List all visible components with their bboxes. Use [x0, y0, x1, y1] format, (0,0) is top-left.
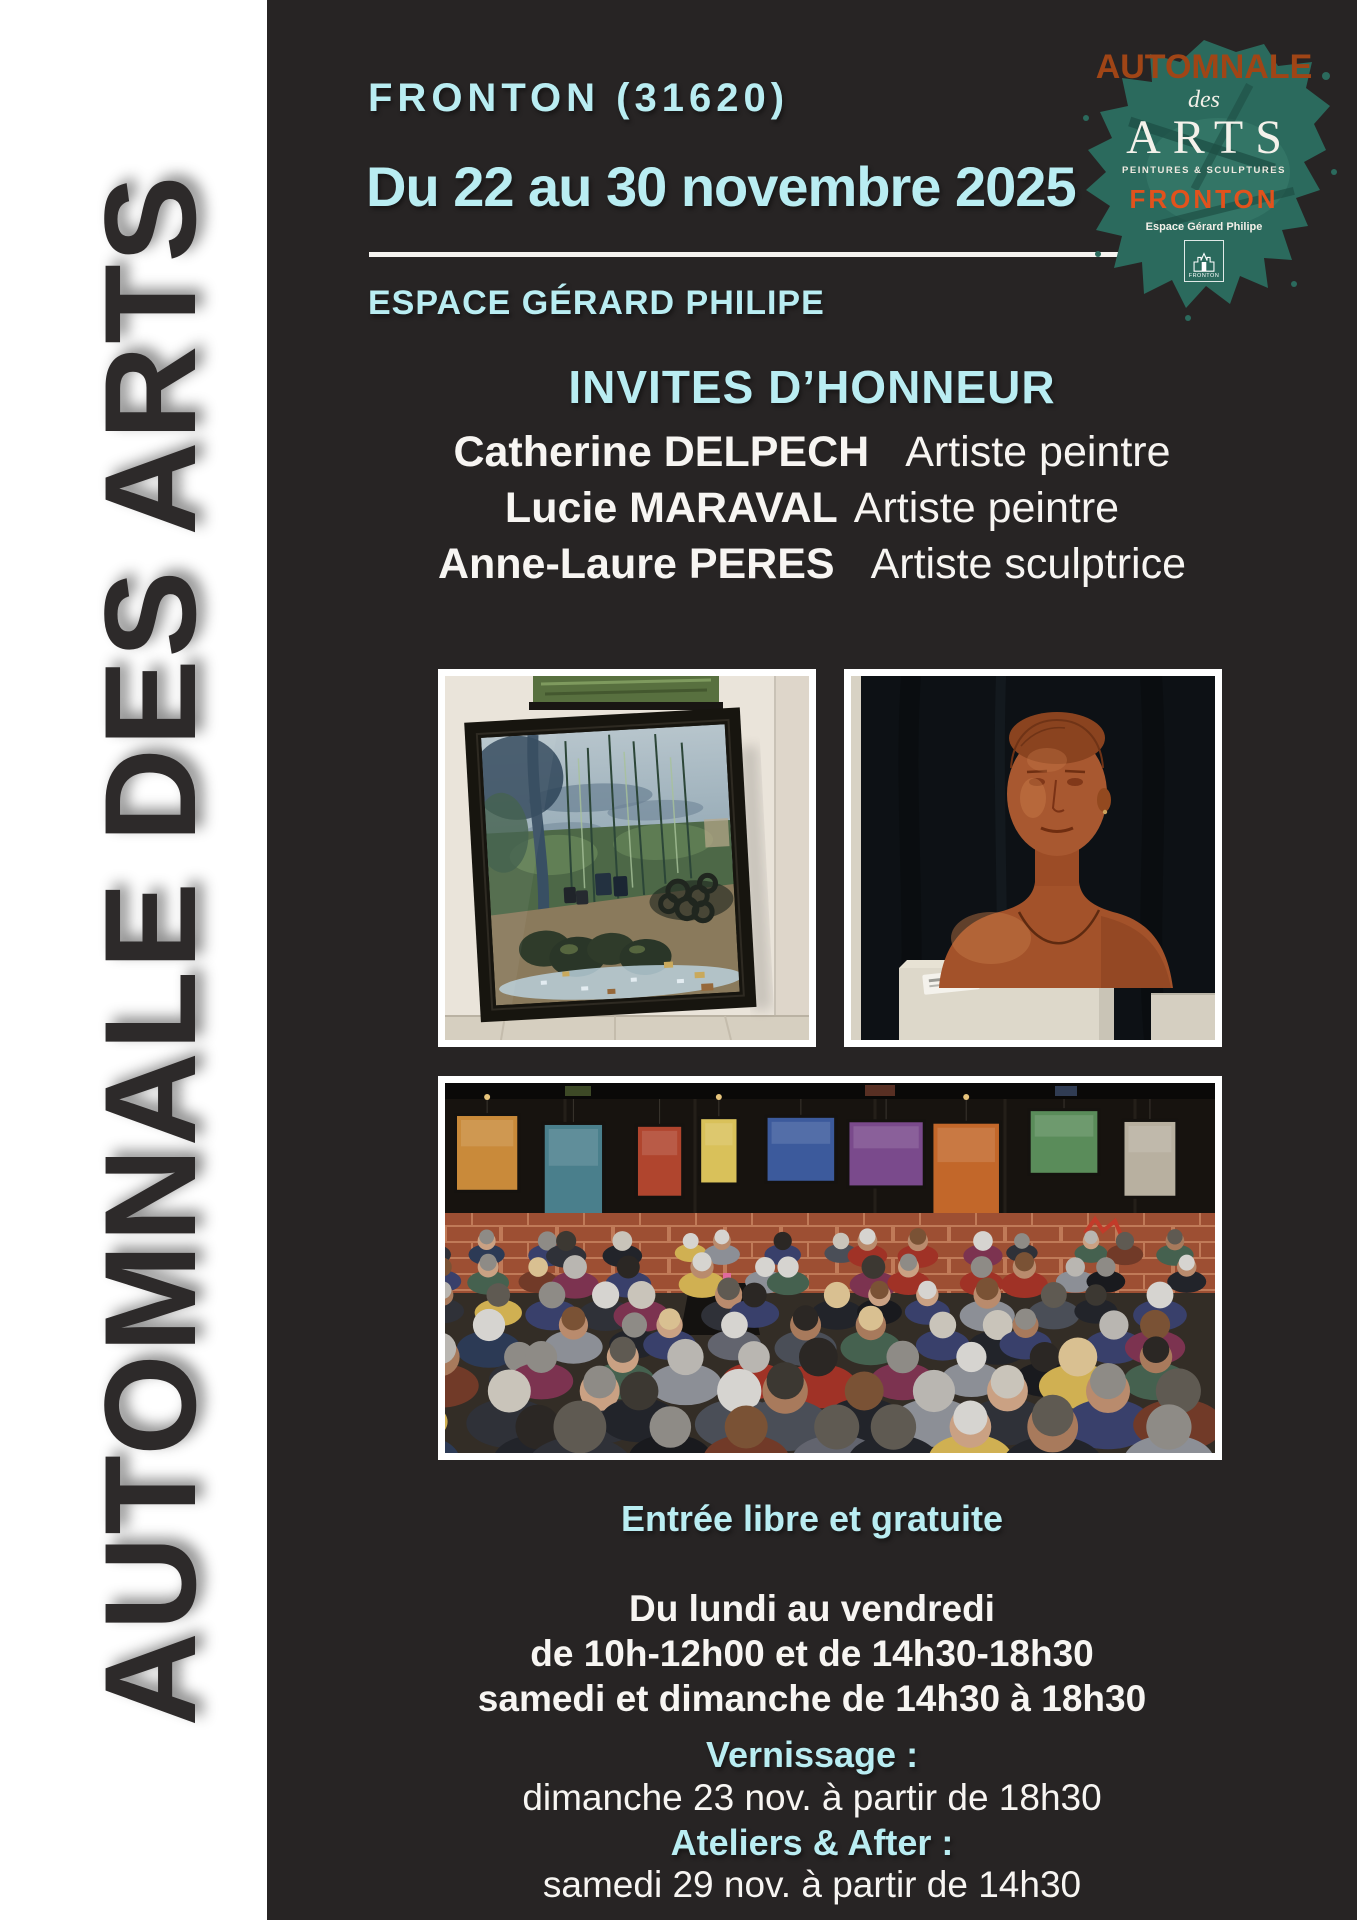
date-range-heading: Du 22 au 30 novembre 2025: [366, 155, 1076, 218]
ateliers-label: Ateliers & After :: [670, 1822, 954, 1863]
town-buildings-icon: [1191, 251, 1217, 273]
header-divider: [369, 252, 1150, 257]
logo-espace-gerard-philipe: Espace Gérard Philipe: [1145, 221, 1263, 233]
free-entry-line: Entrée libre et gratuite: [620, 1498, 1004, 1539]
vernissage-label: Vernissage :: [705, 1734, 919, 1775]
logo-peintures-sculptures: PEINTURES & SCULPTURES: [1122, 165, 1286, 176]
logo-fronton: FRONTON: [1129, 184, 1279, 214]
painting-exhibit-photo: [438, 669, 816, 1047]
honor-heading: INVITES D’HONNEUR: [568, 361, 1056, 413]
logo-des: des: [1188, 87, 1220, 113]
ateliers-date: samedi 29 nov. à partir de 14h30: [542, 1864, 1082, 1905]
guest-name: Lucie MARAVAL: [504, 484, 838, 532]
venue-heading: ESPACE GÉRARD PHILIPE: [368, 284, 825, 322]
vernissage-date: dimanche 23 nov. à partir de 18h30: [522, 1777, 1102, 1818]
guest-role: Artiste peintre: [853, 484, 1120, 532]
hours-line-1: Du lundi au vendredi: [629, 1588, 995, 1629]
guest-row: [267, 536, 1357, 592]
logo-arts: ARTS: [1126, 111, 1294, 164]
guest-list: [267, 424, 1357, 592]
sidebar: [0, 0, 267, 1920]
guest-row: [267, 480, 1357, 536]
guest-role: Artiste sculptrice: [870, 540, 1187, 588]
festival-logo: [1068, 22, 1340, 322]
guest-name: Anne-Laure PERES: [437, 540, 835, 588]
hours-line-3: samedi et dimanche de 14h30 à 18h30: [477, 1678, 1147, 1719]
guest-role: Artiste peintre: [905, 428, 1171, 476]
guest-name: Catherine DELPECH: [453, 428, 870, 476]
sculpture-bust-photo: [844, 669, 1222, 1047]
vernissage-crowd-photo: [438, 1076, 1222, 1460]
logo-texts: [1068, 22, 1340, 322]
location-heading: FRONTON (31620): [368, 76, 790, 120]
emblem-label: FRONTON: [1188, 273, 1220, 279]
hours-line-2: de 10h-12h00 et de 14h30-18h30: [530, 1633, 1094, 1674]
guest-row: [267, 424, 1357, 480]
sidebar-vertical-title: AUTOMNALE DES ARTS: [77, 173, 223, 1727]
logo-automnale: AUTOMNALE: [1095, 48, 1313, 86]
fronton-town-emblem: [1184, 240, 1224, 282]
